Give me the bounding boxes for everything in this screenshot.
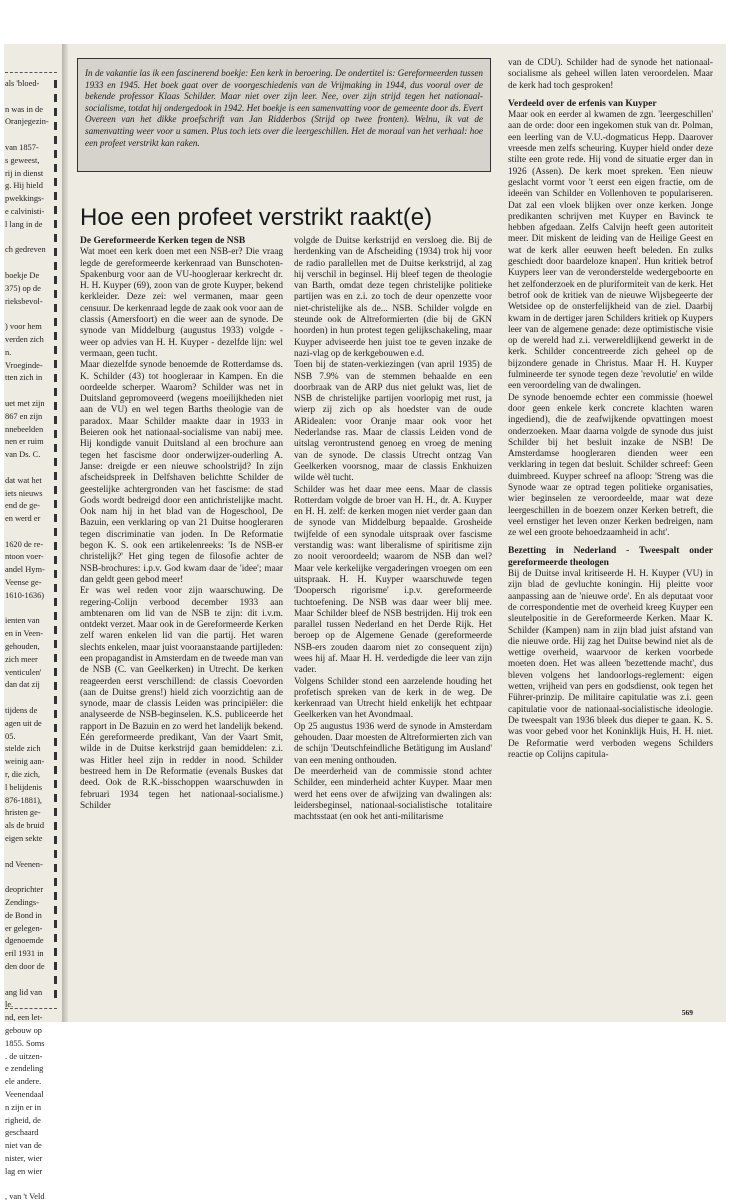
- previous-page-line: verden zich: [5, 334, 44, 344]
- previous-page-line: boekje De: [5, 270, 40, 280]
- previous-page-line: rieksbevol-: [5, 296, 43, 306]
- previous-page-line: [5, 129, 60, 142]
- previous-page-line: gebouw op: [5, 1025, 42, 1035]
- paragraph: Op 25 augustus 1936 werd de synode in Amsterdam gehouden. Daar moesten de Altreformierten zich van de schijn 'Deutschfeindliche Betätigung im Ausland' van een mening onthouden.: [294, 721, 492, 766]
- previous-page-line: Zendings-: [5, 898, 39, 907]
- previous-page-line: le.: [5, 1000, 14, 1010]
- book-gutter: [62, 44, 68, 1022]
- paragraph: De synode benoemde echter een commissie (hoewel door geen enkele kerk concrete klachten waren ingediend), die de zeafwijkende opvattingen moest onderzoeken. Maar daarna volgde de synode dus juist Schilder bij het besluit inzake de NSB! De Amsterdamse hoogleraren dienden weer een verklaring in tegen dat besluit. Schilder schreef: Geen duimbreed. Kuyper schreef na afloop: 'Streng was die Synode waar ze optrad tegen politieke organisaties, wier beginselen ze veroordeelde, maar wat deze leergeschillen in de boezem onzer Kerken betreft, die veel ernstiger het leven onzer Kerken bedreigen, nam ze wel een groote behoedzaamheid in acht'.: [508, 392, 713, 539]
- previous-page-line: iets nieuws: [5, 488, 43, 498]
- previous-page-line: [5, 257, 60, 270]
- previous-page-line: l lang in de: [5, 219, 43, 229]
- previous-page-line: nister, wier: [5, 1153, 43, 1163]
- previous-page-line: n was in de: [5, 104, 43, 114]
- previous-page-line: [5, 692, 60, 705]
- previous-page-line: niet van de: [5, 1141, 42, 1151]
- previous-page-line: s geweest,: [5, 155, 40, 165]
- article-column-3: [508, 58, 713, 1018]
- previous-page-line: pwekkings-: [5, 194, 45, 204]
- previous-page-line: van Ds. C.: [5, 450, 41, 460]
- previous-page-line: nen er ruim: [5, 437, 44, 447]
- previous-page-line: e zendeling: [5, 1064, 44, 1074]
- previous-page-line: dat wat het: [5, 475, 42, 485]
- article-column-1: [80, 236, 283, 1016]
- previous-page-line: [5, 871, 60, 884]
- previous-page-line: [5, 232, 60, 245]
- previous-page-line: ang lid van: [5, 987, 43, 997]
- previous-page-line: e calvinisti-: [5, 206, 45, 216]
- paragraph: De meerderheid van de commissie stond achter Schilder, een minderheid achter Kuyper. Maar men werd het eens over de afwijzing van dwalingen als: leidersbeginsel, nationaal-socialistische totalitaire machtsstaat (en ook het anti-militarisme: [294, 766, 492, 823]
- paragraph: Volgens Schilder stond een aarzelende houding het profetisch spreken van de kerk in de weg. De kerkenraad van Utrecht hield enkelijk het echtpaar Geelkerken van het Avondmaal.: [294, 676, 492, 721]
- previous-page-line: stelde zich: [5, 744, 41, 754]
- previous-page-line: [5, 974, 60, 987]
- previous-page-line: 867 en zijn: [5, 411, 43, 421]
- previous-page-line: n.: [5, 347, 12, 357]
- paragraph: Wat moet een kerk doen met een NSB-er? Die vraag legde de gereformeerde kerkenraad van Bunschoten-Spakenburg voor aan de VU-hoogleraar kerkrecht dr. H. H. Kuyper (69), zoon van de grote Kuyper, bekend kerkleider. Deze zei: wel vermanen, maar geen censuur. De kerkenraad legde de zaak ook voor aan de classis (Amersfoort) en die weer aan de synode. De synode van Middelburg (augustus 1933) volgde - weer op advies van H. H. Kuyper - dezelfde lijn: wel vermaan, geen tucht.: [80, 247, 283, 359]
- previous-page-line: andel Hym-: [5, 565, 45, 575]
- previous-page-line: nd, een let-: [5, 1013, 43, 1023]
- previous-page-line: deoprichter: [5, 885, 44, 895]
- previous-page-line: ienten van: [5, 616, 40, 626]
- previous-page-line: n zijn er in: [5, 1102, 42, 1112]
- previous-page-line: dan dat zij: [5, 680, 40, 690]
- previous-page-line: 375) op de: [5, 283, 41, 293]
- paragraph: Maar ook en eerder al kwamen de zgn. 'leergeschillen' aan de orde: door een ingekomen stuk van dr. Polman, een leerling van de V.U.-dogmaticus Hepp. Daarover vreesde men zelfs scheuring. Kuyper hield onder deze stilte een grote rede. Hij vond de situatie erger dan in 1926 (Assen). De kerk moet spreken. 'Een nieuw geslacht vormt voor 't eerst een eigen fractie, om de ideeën van Schilder en Vollenhoven te populariseren. Dat zal een vloek blijken over onze kerken. Jonge predikanten schrijven met Kuyper en Bavinck te hebben afgedaan. Zelfs Calvijn heeft geen autoriteit meer. Dit miskent de leiding van de Heilige Geest en wat de kerk aller eeuwen heeft beleden. En zulks geschiedt door baardeloze knapen'. Hun kritiek betrof Kuypers leer van de veronderstelde wedergeboorte en het zelfonderzoek en de pluriformiteit van de kerk. Het betrof ook de kritiek van de nieuwe Wijsbegeerte der Wetsidee op de onsterfelijkheid van de ziel. Daarbij kwam in de dertiger jaren Schilders kritiek op Kuypers leer van de algemene genade: deze optimistische visie op de wereld had z.i. verwereldlijkend gewerkt in de kerk. Schilder concentreerde zich geheel op de bijzondere genade in Christus. Maar H. H. Kuyper fulmineerde ter synode tegen deze 'revolutie' en wilde een veroordeling van de dwalingen.: [508, 110, 713, 392]
- previous-page-line: nnebeelden: [5, 424, 44, 434]
- previous-page-line: 1855. Soms: [5, 1038, 45, 1048]
- previous-page-line: [5, 526, 60, 539]
- previous-page-line: rij in dienst: [5, 168, 44, 178]
- page-number: 569: [681, 1007, 693, 1017]
- previous-page-line: en werd er: [5, 514, 41, 524]
- previous-page-line: agen uit de: [5, 718, 42, 728]
- section-heading-3: Bezetting in Nederland - Tweespalt onder gereformeerde theologen: [508, 546, 713, 568]
- previous-page-line: g. Hij hield: [5, 181, 43, 191]
- previous-page-line: weinig aan-: [5, 757, 45, 767]
- previous-page-line: l belijdenis: [5, 782, 42, 792]
- previous-page-line: righeid, de: [5, 1115, 41, 1125]
- previous-page-line: zich meer: [5, 654, 38, 664]
- previous-page-line: . de uitzen-: [5, 1051, 43, 1061]
- previous-page-line: [5, 846, 60, 859]
- paragraph: van de CDU). Schilder had de synode het nationaal-socialisme als geheel willen laten veroordelen. Maar de kerk had toch gesproken!: [508, 58, 713, 91]
- previous-page-line: tten zich in: [5, 373, 43, 383]
- previous-page-line: [5, 91, 60, 104]
- previous-page-line: den door de: [5, 961, 45, 971]
- intro-text: In de vakantie las ik een fascinerend boekje: Een kerk in beroering. De ondertitel is: Gereformeerden tussen 1933 en 1945. Het boek gaat over de voorgeschiedenis van de Vrijmaking in 1944, dus vooral over de bekende professor Klaas Schilder. Maar niet over zijn leer. Nee, over zijn strijd tegen het nationaal-socialisme, totdat hij ondergedook in 1942. Het boekje is een samenvatting voor de gemeente door ds. Evert Overeen van het dikke proefschrift van Jan Ridderbos (Strijd op twee fronten). Welnu, ik vat de samenvatting weer voor u samen. Plus toch iets over die leergeschillen. Het de moraal van het verhaal: hoe een profeet verstrikt kan raken.: [85, 68, 483, 148]
- paragraph: volgde de Duitse kerkstrijd en versloeg die. Bij de herdenking van de Afscheiding (1934) trok hij voor de radio parallellen met de Duitse kerkstrijd, al zag hij verschil in beginsel. Hij bleef tegen de theologie van Barth, omdat deze tegen christelijke politieke partijen was en z.i. zo toch de deur openzette voor niet-christelijke als de... NSB. Schilder volgde en steunde ook de Altreformierten (die bij de GKN hoorden) in hun protest tegen gelijkschakeling, maar Kuyper adviseerde hen juist toe te geven inzake de nazi-vlag op de kerkgebouwen e.d.: [294, 236, 492, 359]
- previous-page-line: eril 1931 in: [5, 949, 44, 959]
- paragraph: Toen bij de staten-verkiezingen (van april 1935) de NSB 7.9% van de stemmen behaalde en een doorbraak van de ARP dus niet gelukt was, liet de NSB de christelijke partijen voorlopig met rust, ja wierp zij zich op als hoedster van de oude ARidealen: voor Oranje maar ook voor het Nederlandse ras. Maar de classis Leiden vond de uitslag verontrustend genoeg en vroeg de mening van de synode. De classis Utrecht ontzag Van Geelkerken voorsnog, maar de classis Enkhuizen wilde wèl tucht.: [294, 360, 492, 484]
- previous-page-line: end de ge-: [5, 501, 40, 511]
- previous-page-line: er gelegen-: [5, 923, 43, 933]
- previous-page-line: ntoon voer-: [5, 552, 44, 562]
- previous-page-line: ele andere.: [5, 1077, 42, 1087]
- previous-page-line: ) voor hem: [5, 322, 42, 332]
- previous-page-line: Oranjegezin-: [5, 117, 49, 127]
- previous-page-line: 05.: [5, 731, 16, 741]
- intro-box: [77, 58, 491, 172]
- previous-page-column: [5, 78, 60, 1202]
- previous-page-line: [5, 462, 60, 475]
- previous-page-line: 1610-1636): [5, 590, 45, 600]
- previous-page-line: tijdens de: [5, 706, 38, 716]
- section-heading-2: Verdeeld over de erfenis van Kuyper: [508, 98, 657, 109]
- previous-page-line: 1620 de re-: [5, 539, 44, 549]
- previous-page-line: , van 't Veld: [5, 1192, 45, 1202]
- previous-page-line: [5, 385, 60, 398]
- previous-page-line: [5, 308, 60, 321]
- section-heading-1: De Gereformeerde Kerken tegen de NSB: [80, 236, 246, 246]
- paragraph: Bij de Duitse inval kritiseerde H. H. Kuyper (VU) in zijn blad de gevluchte koningin. Hij pleitte voor aanpassing aan de 'nieuwe orde'. En als deputaat voor de correspondentie met de overheid kreeg Kuyper een sleutelpositie in de Gereformeerde Kerken. Maar K. Schilder (Kampen) nam in zijn blad juist afstand van die nieuwe orde. Hij zag het Duitse bewind niet als de wettige overheid, waarvoor de kerken voorbede moeten doen. Het was alleen 'bezettende macht', dus bleven volgens het landoorlogs-reglement: eigen wetten, vrijheid van pers en godsdienst, ook tegen het Führer-prinzip. De militaire capitulatie was z.i. geen capitulatie voor de nationaal-socialistische ideologie. De tweespalt van 1936 bleek dus dieper te gaan. K. S. was voor gebed voor het Koninklijk Huis, H. H. niet. De Reformatie werd verboden wegens Schilders reactie op Colijns capitula-: [508, 569, 713, 760]
- paragraph: Schilder was het daar mee eens. Maar de classis Rotterdam volgde de broer van H. H., dr. A. Kuyper en H. H. zelf: de kerken mogen niet verder gaan dan de synode van Middelburg bepaalde. Grosheide twijfelde of een synodale uitspraak over fascisme verstandig was: want liberalisme of spiritisme zijn zo nooit veroordeeld; waarom de NSB dan wel? Maar vele kerkelijke vergaderingen vroegen om een uitspraak. H. H. Kuyper waarschuwde tegen 'Doopersch rigorisme' i.p.v. gereformeerde tuchtoefening. De NSB was daar weer blij mee. Maar Schilder bleef de NSB bestrijden. Hij trok een parallel tussen Nederland en het Derde Rijk. Het beroep op de Algemene Genade (gereformeerde NSB-ers zouden daarom niet zo consequent zijn) wees hij af. Maar H. H. verdedigde die leer van zijn vader.: [294, 484, 492, 676]
- previous-page-line: en in Veen-: [5, 629, 43, 639]
- previous-page-line: hristen ge-: [5, 808, 41, 818]
- previous-page-line: als de bruid: [5, 821, 45, 831]
- previous-page-top-rule: [5, 72, 57, 73]
- previous-page-line: van 1857-: [5, 142, 39, 152]
- previous-page-line: [5, 1179, 60, 1192]
- article-title: Hoe een profeet verstrikt raakt(e): [80, 204, 433, 231]
- previous-page-line: [5, 603, 60, 616]
- previous-page-line: geschaard: [5, 1128, 39, 1138]
- previous-page-line: eigen sekte: [5, 834, 43, 844]
- previous-page-line: dgenoemde: [5, 936, 44, 946]
- paragraph: Maar diezelfde synode benoemde de Rotterdamse ds. K. Schilder (43) tot hoogleraar in Kampen. En die oordeelde scherper. Waarom? Schilder was net in Duitsland gepromoveerd (wegens moeilijkheden niet aan de VU) en wel tegen Barths theologie van de paradox. Maar Schilder maakte daar in 1933 in Beieren ook het nationaal-socialisme van nabij mee. Hij kondigde vanuit Duitsland al een brochure aan tegen het fascisme door onderwijzer-ouderling A. Janse: dreigde er een nieuwe schoolstrijd? In zijn afscheidspreek in Delfshaven belichtte Schilder de geestelijke achtergronden van het fascisme: de stad Gods wordt bedreigd door een antichristelijke macht. Ook nam hij in het blad van de Hogeschool, De Bazuin, een verklaring op van 21 Duitse hoogleraren tegen discriminatie van joden. In De Reformatie begon K. S. ook een artikelenreeks: 'Is de NSB-er christelijk?' Het ging tegen de filosofie achter de NSB-brochures: i.p.v. God kwam daar de 'idee'; maar dan geldt geen gebod meer!: [80, 360, 283, 585]
- previous-page-line: gehouden,: [5, 642, 40, 652]
- previous-page-line: ch gedreven: [5, 245, 46, 255]
- previous-page-line: nd Veenen-: [5, 859, 43, 869]
- article-column-2: [294, 236, 492, 1006]
- previous-page-line: Vroeginde-: [5, 360, 43, 370]
- previous-page-line: uet met zijn: [5, 398, 45, 408]
- previous-page-line: als 'bloed-: [5, 79, 40, 88]
- previous-page-line: 876-1881),: [5, 795, 42, 805]
- previous-page-line: venticulen': [5, 667, 42, 677]
- paragraph: Er was wel reden voor zijn waarschuwing. De regering-Colijn verbood december 1933 aan ambtenaren om lid van de NSB te zijn: dit i.v.m. ontdekt verzet. Maar ook in de Gereformeerde Kerken zelf waren enkelen lid van die partij. Het waren slechts enkelen, maar juist vooraanstaande partijleden: een propagandist in Amsterdam en de tweede man van de NSB (C. van Geelkerken) in Utrecht. De kerken reageerden eerst verschillend: de classis Coevorden (aan de Duitse grens!) hield zich voorzichtig aan de synode, maar de classis Leiden was principiëler: die analyseerde de NSB-beginselen. K.S. publiceerde het rapport in De Bazuin en zo werd het landelijk bekend. Eén gereformeerde predikant, Van der Vaart Smit, wilde in de Duitse kerkstrijd gaan bemiddelen: z.i. was Hitler heel zijn in redder in nood. Schilder bestreed hem in De Reformatie (evenals Buskes dat deed. Ook de R.K.-bisschoppen waarschuwden in februari 1934 tegen het nationaal-socialisme.) Schilder: [80, 586, 283, 811]
- previous-page-line: Veense ge-: [5, 578, 42, 588]
- previous-page-bottom-rule: [5, 1008, 57, 1009]
- previous-page-line: Veenendaal: [5, 1089, 44, 1099]
- previous-page-line: r, die zich,: [5, 770, 41, 780]
- previous-page-line: lag en wier: [5, 1166, 43, 1176]
- previous-page-line: de Bond in: [5, 910, 42, 920]
